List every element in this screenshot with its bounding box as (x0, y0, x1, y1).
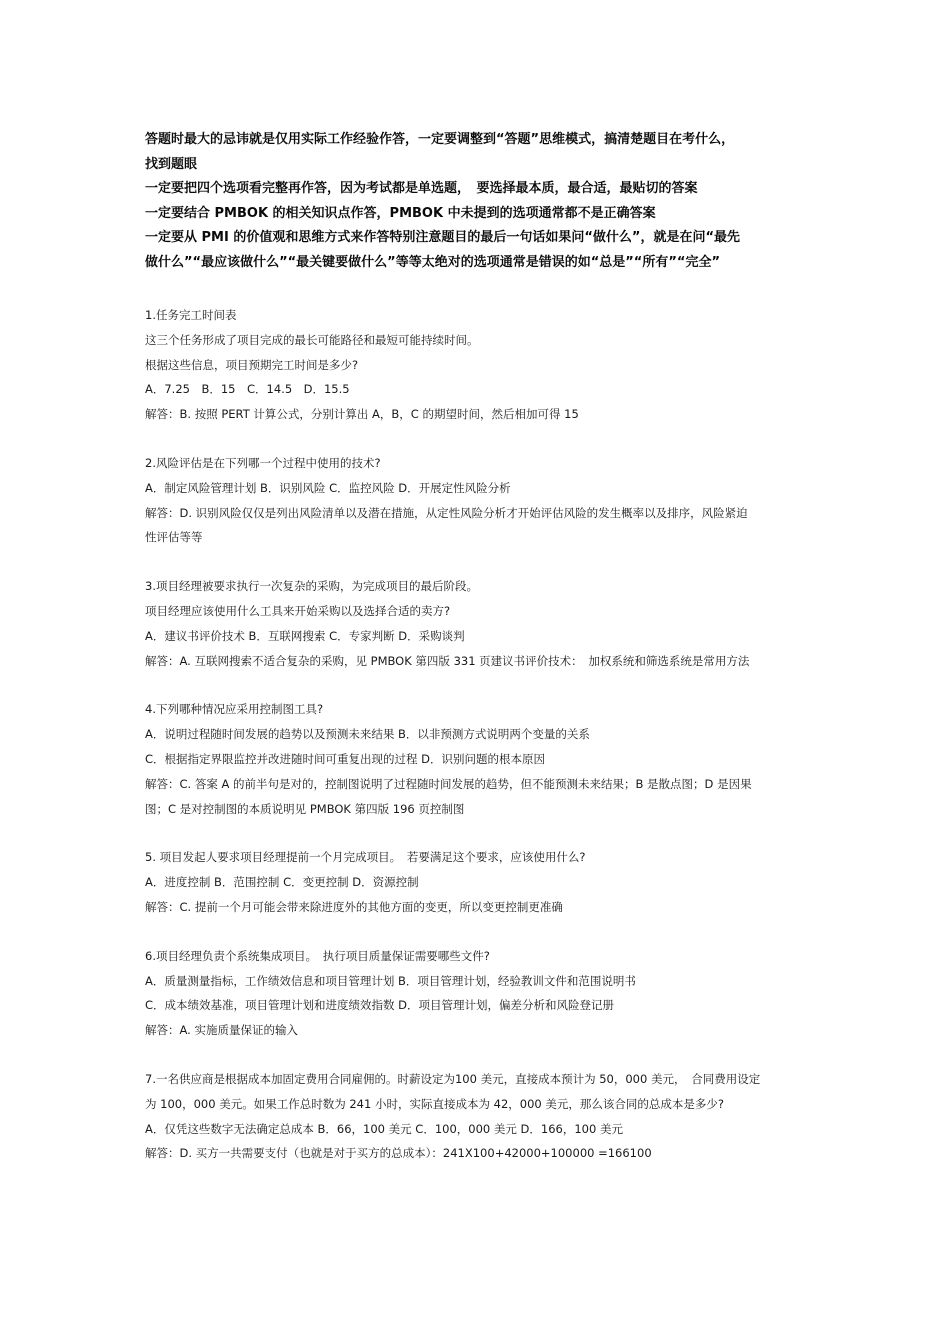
question-options: C．根据指定界限监控并改进随时间可重复出现的过程 D．识别问题的根本原因 (145, 751, 546, 766)
question-text: 根据这些信息，项目预期完工时间是多少? (145, 357, 359, 372)
document-page (145, 128, 815, 1190)
question-options: A．说明过程随时间发展的趋势以及预测未来结果 B．以非预测方式说明两个变量的关系 (145, 727, 590, 742)
question-list (145, 303, 815, 1166)
question-5 (145, 845, 815, 919)
question-title: 6.项目经理负责个系统集成项目。 执行项目质量保证需要哪些文件? (145, 948, 490, 963)
question-title: 4.下列哪种情况应采用控制图工具? (145, 702, 324, 717)
question-text: 这三个任务形成了项目完成的最长可能路径和最短可能持续时间。 (145, 332, 479, 347)
question-2 (145, 451, 815, 550)
intro-line: 一定要把四个选项看完整再作答，因为考试都是单选题， 要选择最本质，最合适，最贴切的答案 (145, 181, 698, 196)
question-answer: 解答：C. 答案 A 的前半句是对的，控制图说明了过程随时间发展的趋势，但不能预测未来结果；B 是散点图；D 是因果 (145, 776, 752, 791)
question-options: C．成本绩效基准，项目管理计划和进度绩效指数 D．项目管理计划，偏差分析和风险登记册 (145, 998, 615, 1013)
intro-line: 做什么”“最应该做什么”“最关键要做什么”等等太绝对的选项通常是错误的如“总是”“所有”“完全” (145, 254, 720, 270)
intro-line: 找到题眼 (145, 156, 198, 172)
question-title: 1.任务完工时间表 (145, 308, 237, 322)
intro-line: 一定要结合 PMBOK 的相关知识点作答，PMBOK 中未提到的选项通常都不是正确答案 (145, 205, 656, 221)
question-options: A．质量测量指标，工作绩效信息和项目管理计划 B．项目管理计划，经验教训文件和范围说明书 (145, 973, 636, 988)
question-text: 为 100，000 美元。如果工作总时数为 241 小时，实际直接成本为 42，000 美元，那么该合同的总成本是多少? (145, 1096, 724, 1111)
question-options: A．制定风险管理计划 B．识别风险 C．监控风险 D．开展定性风险分析 (145, 480, 511, 495)
question-title: 3.项目经理被要求执行一次复杂的采购，为完成项目的最后阶段。 (145, 579, 478, 594)
question-7 (145, 1067, 815, 1166)
question-answer: 解答：D. 识别风险仅仅是列出风险清单以及潜在措施，从定性风险分析才开始评估风险的发生概率以及排序，风险紧迫 (145, 505, 748, 520)
question-title: 7.一名供应商是根据成本加固定费用合同雇佣的。时薪设定为100 美元，直接成本预计为 50，000 美元， 合同费用设定 (145, 1071, 761, 1086)
question-answer: 解答：C. 提前一个月可能会带来除进度外的其他方面的变更，所以变更控制更准确 (145, 899, 563, 914)
question-answer: 解答：B. 按照 PERT 计算公式，分别计算出 A，B，C 的期望时间，然后相加可得 15 (145, 407, 579, 422)
question-answer: 解答：A. 互联网搜索不适合复杂的采购，见 PMBOK 第四版 331 页建议书评价技术： 加权系统和筛选系统是常用方法 (145, 653, 750, 668)
question-options: A．建议书评价技术 B．互联网搜索 C．专家判断 D．采购谈判 (145, 628, 465, 643)
question-1 (145, 303, 815, 427)
intro-line: 一定要从 PMI 的价值观和思维方式来作答特别注意题目的最后一句话如果问“做什么”，就是在问“最先 (145, 230, 740, 245)
intro-tips (145, 128, 815, 275)
question-answer: 图；C 是对控制图的本质说明见 PMBOK 第四版 196 页控制图 (145, 801, 465, 816)
intro-line: 答题时最大的忌讳就是仅用实际工作经验作答，一定要调整到“答题”思维模式，搞清楚题目在考什么， (145, 132, 735, 147)
question-title: 2.风险评估是在下列哪一个过程中使用的技术? (145, 455, 381, 470)
question-options: A．仅凭这些数字无法确定总成本 B．66，100 美元 C．100，000 美元 D．166，100 美元 (145, 1121, 623, 1136)
question-3 (145, 574, 815, 673)
question-answer: 性评估等等 (145, 530, 203, 545)
question-text: 项目经理应该使用什么工具来开始采购以及选择合适的卖方? (145, 603, 451, 618)
question-6 (145, 944, 815, 1043)
question-options: A．7.25 B．15 C．14.5 D．15.5 (145, 382, 350, 397)
question-options: A．进度控制 B．范围控制 C．变更控制 D．资源控制 (145, 875, 419, 890)
question-title: 5. 项目发起人要求项目经理提前一个月完成项目。 若要满足这个要求，应该使用什么? (145, 850, 586, 865)
question-answer: 解答：D. 买方一共需要支付（也就是对于买方的总成本）：241X100+42000+100000 =166100 (145, 1146, 652, 1161)
question-answer: 解答：A. 实施质量保证的输入 (145, 1023, 298, 1038)
question-4 (145, 697, 815, 821)
